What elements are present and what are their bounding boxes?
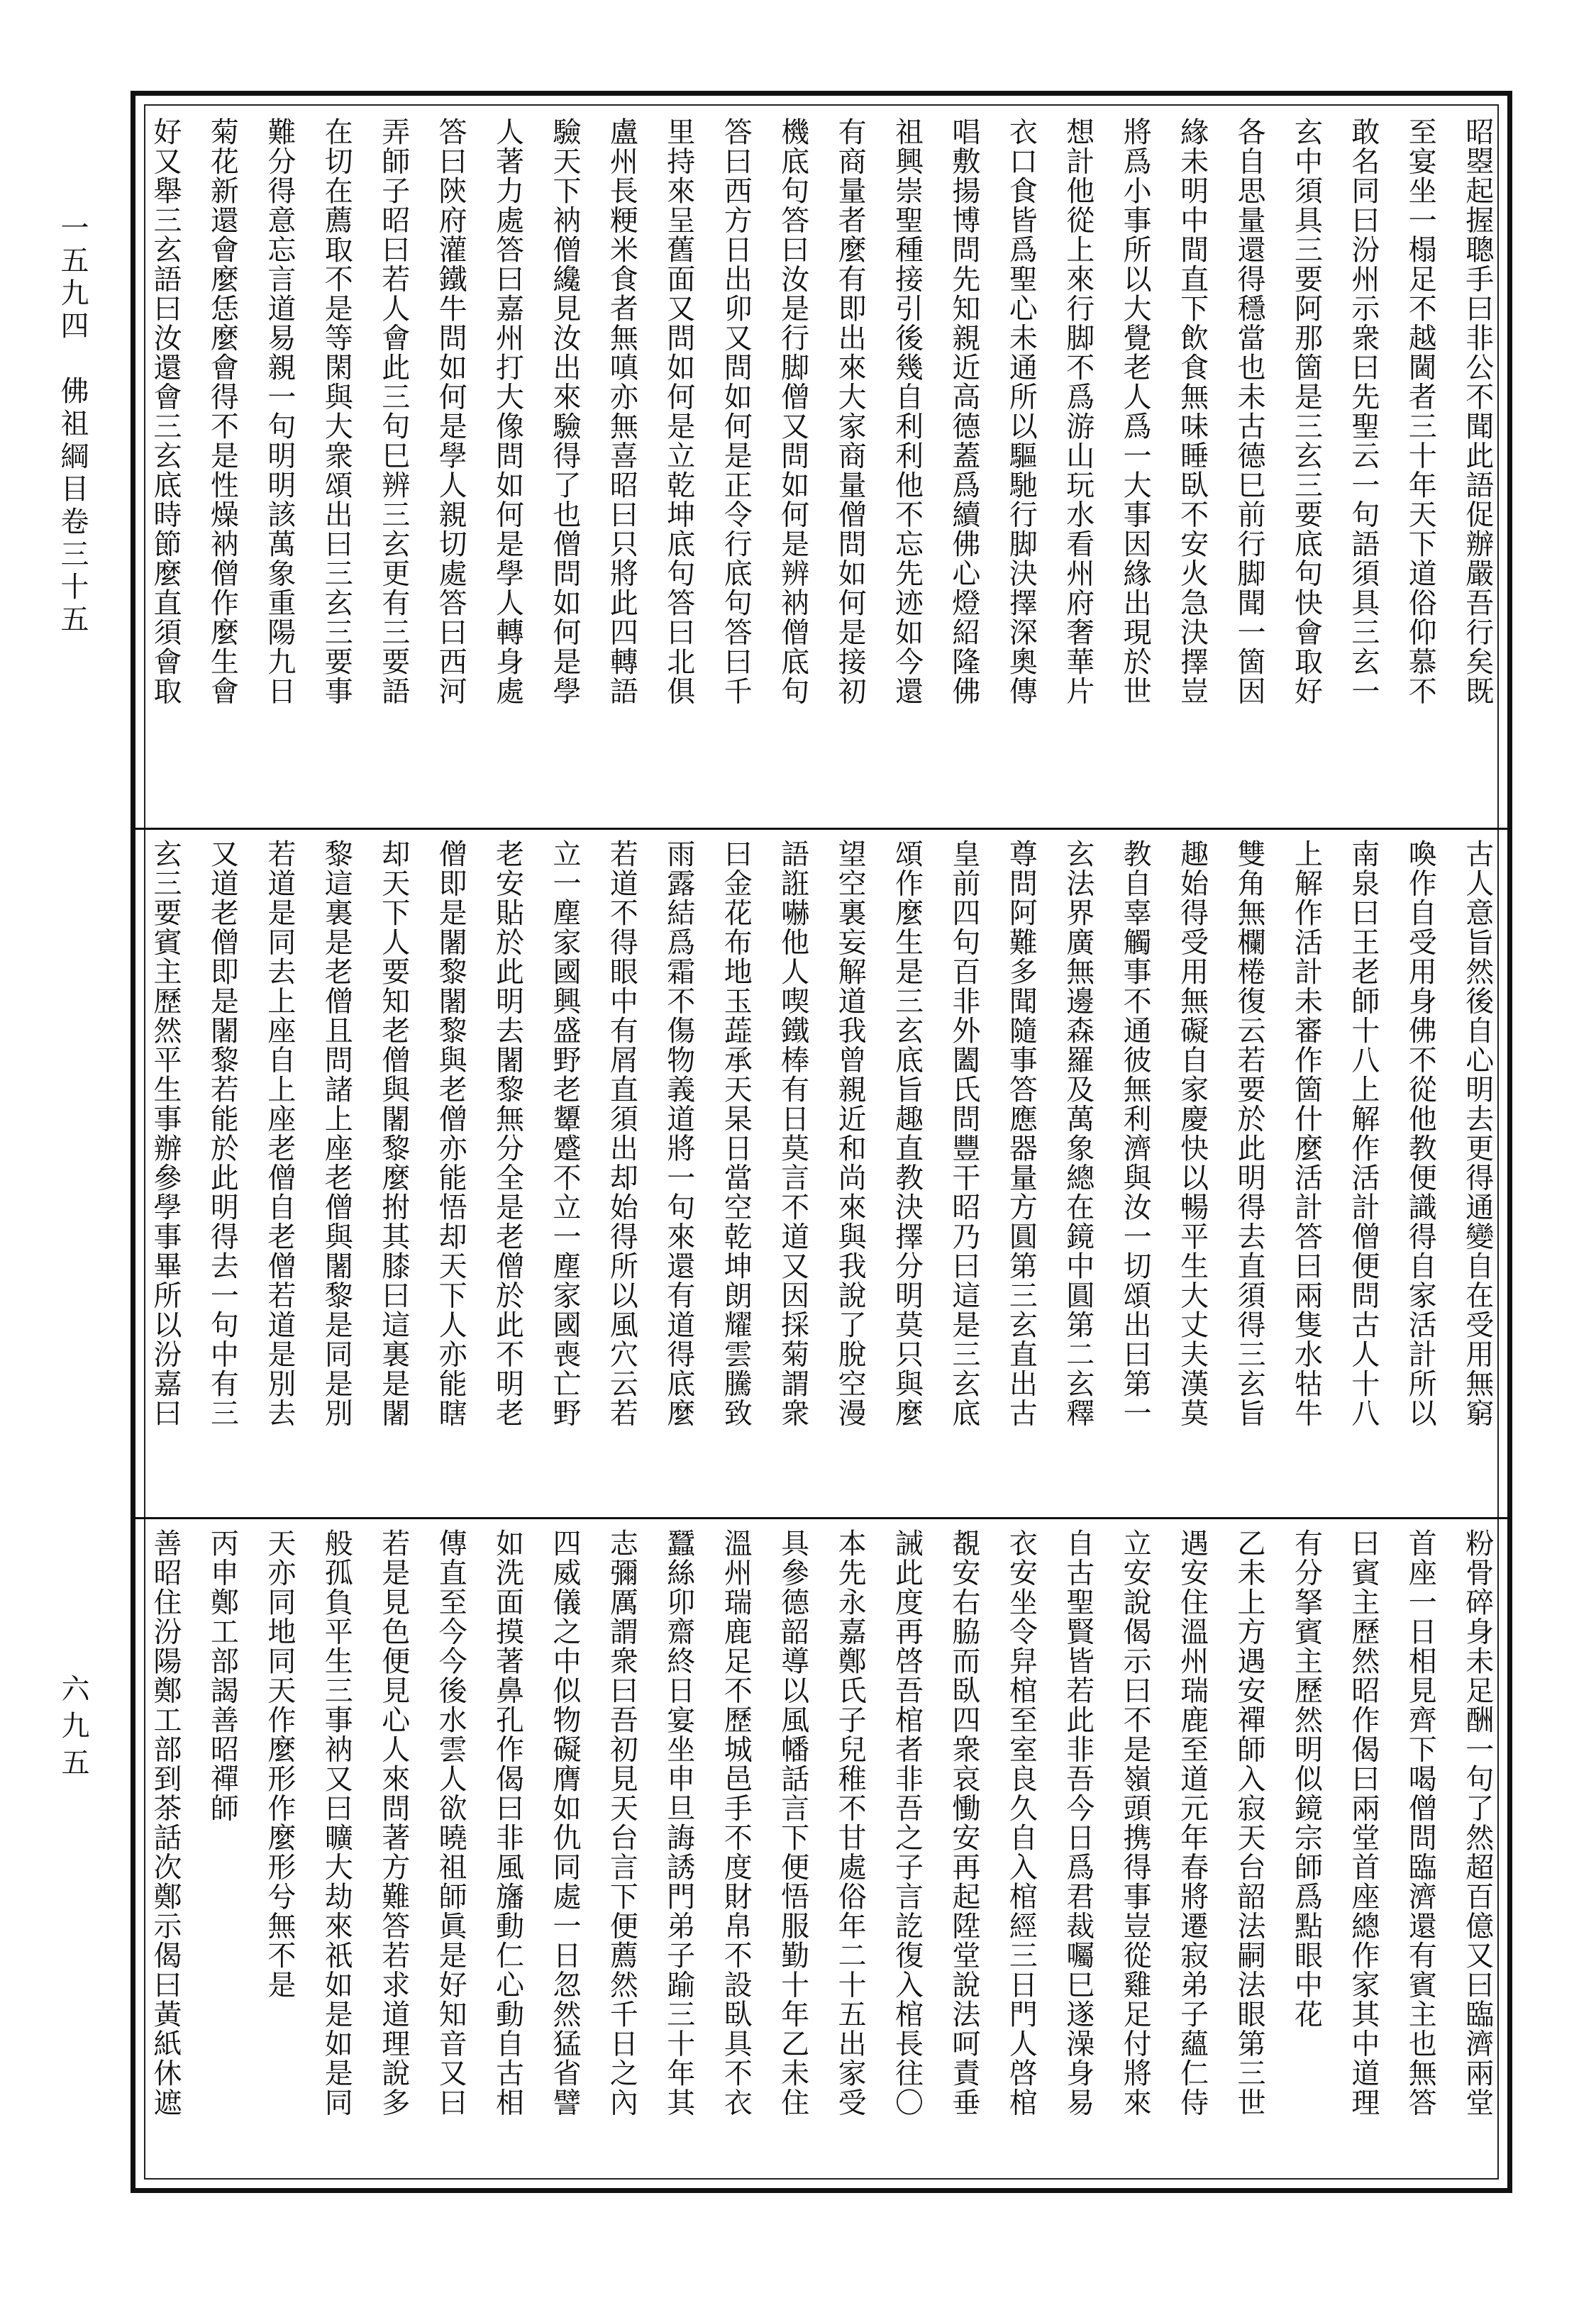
text-column: 志彌厲謂衆曰吾初見天台言下便薦然千日之內 — [605, 1528, 638, 2117]
text-column: 首座一日相見齊下喝僧問臨濟還有賓主也無答 — [1404, 1528, 1437, 2117]
text-column: 弄師子昭曰若人會此三句巳辨三玄更有三要語 — [377, 117, 410, 706]
text-column: 般孤負平生三事衲又曰曠大劫來祇如是如是同 — [320, 1528, 353, 2117]
text-column: 具參德韶導以風幡話言下便悟服勤十年乙未住 — [776, 1528, 809, 2117]
text-column: 乙未上方遇安禪師入寂天台韶法嗣法眼第三世 — [1233, 1528, 1266, 2117]
text-column: 將爲小事所以大覺老人爲一大事因緣出現於世 — [1119, 117, 1152, 706]
text-column: 若道不得眼中有屑直須出却始得所以風穴云若 — [605, 839, 638, 1428]
text-column: 望空裏妄解道我曾親近和尚來與我說了脫空漫 — [833, 839, 867, 1428]
text-column: 答曰陝府灌鐵牛問如何是學人親切處答曰西河 — [434, 117, 467, 706]
text-column: 衣口食皆爲聖心未通所以驅馳行脚決擇深奧傳 — [1004, 117, 1038, 706]
text-column: 頌作麼生是三玄底旨趣直教決擇分明莫只與麼 — [890, 839, 924, 1428]
text-column: 傳直至今今後水雲人欲曉祖師眞是好知音又曰 — [434, 1528, 467, 2117]
text-column: 盧州長粳米食者無嗔亦無喜昭曰只將此四轉語 — [605, 117, 638, 706]
text-column: 在切在薦取不是等閑與大衆頌出曰三玄三要事 — [320, 117, 353, 706]
text-column: 僧即是闍黎闍黎與老僧亦能悟却天下人亦能瞎 — [434, 839, 467, 1428]
text-column: 蠶絲卯齋終日宴坐申旦誨誘門弟子踰三十年其 — [662, 1528, 695, 2117]
text-column: 曰賓主歷然昭作偈曰兩堂首座總作家其中道理 — [1346, 1528, 1380, 2117]
text-column: 立安說偈示曰不是嶺頭携得事豈從雞足付將來 — [1119, 1528, 1152, 2117]
text-column: 好又舉三玄語曰汝還會三玄底時節麼直須會取 — [149, 117, 182, 706]
text-column: 上解作活計未審作箇什麼活計答曰兩隻水牯牛 — [1290, 839, 1323, 1428]
text-column: 立一塵家國興盛野老顰蹙不立一塵家國喪亡野 — [548, 839, 581, 1428]
text-column: 昭曌起握聰手曰非公不聞此語促辦嚴吾行矣既 — [1461, 117, 1494, 706]
text-column: 各自思量還得穩當也未古德巳前行脚聞一箇因 — [1233, 117, 1266, 706]
text-column: 趣始得受用無礙自家慶快以暢平生大丈夫漢莫 — [1175, 839, 1209, 1428]
text-column: 覩安右脇而臥四衆哀慟安再起陞堂說法呵責垂 — [947, 1528, 980, 2117]
text-section-lower — [147, 1528, 1496, 2175]
text-column: 尊問阿難多聞隨事答應器量方圓第三玄直出古 — [1004, 839, 1038, 1428]
text-column: 驗天下衲僧纔見汝出來驗得了也僧問如何是學 — [548, 117, 581, 706]
text-column: 語誑嚇他人喫鐵棒有日莫言不道又因採菊謂衆 — [776, 839, 809, 1428]
text-column: 皇前四句百非外闔氏問豐干昭乃曰這是三玄底 — [947, 839, 980, 1428]
text-column: 四威儀之中似物礙膺如仇同處一日忽然猛省譬 — [548, 1528, 581, 2117]
text-column: 至宴坐一榻足不越閫者三十年天下道俗仰慕不 — [1404, 117, 1437, 706]
text-column: 有分拏賓主歷然明似鏡宗師爲點眼中花 — [1290, 1528, 1323, 2029]
text-column: 雙角無欄棬復云若要於此明得去直須得三玄旨 — [1233, 839, 1266, 1428]
text-section-middle — [147, 839, 1496, 1506]
text-column: 唱敷揚博問先知親近高德蓋爲續佛心燈紹隆佛 — [947, 117, 980, 706]
text-column: 人著力處答曰嘉州打大像問如何是學人轉身處 — [491, 117, 524, 706]
section-divider — [135, 1517, 1507, 1519]
text-column: 若是見色便見心人來問著方難答若求道理說多 — [377, 1528, 410, 2117]
text-column: 南泉曰王老師十八上解作活計僧便問古人十八 — [1346, 839, 1380, 1428]
text-column: 曰金花布地玉蕋承天杲日當空乾坤朗耀雲騰致 — [719, 839, 753, 1428]
text-column: 玄中須具三要阿那箇是三玄三要底句快會取好 — [1290, 117, 1323, 706]
text-column: 自古聖賢皆若此非吾今日爲君裁囑巳遂澡身易 — [1061, 1528, 1095, 2117]
text-column: 溫州瑞鹿足不歷城邑手不度財帛不設臥具不衣 — [719, 1528, 753, 2117]
text-column: 遇安住溫州瑞鹿至道元年春將遷寂弟子蘊仁侍 — [1175, 1528, 1209, 2117]
text-column: 衣安坐令舁棺至室良久自入棺經三日門人啓棺 — [1004, 1528, 1038, 2117]
page-frame — [131, 91, 1512, 2193]
text-column: 有商量者麼有即出來大家商量僧問如何是接初 — [833, 117, 867, 706]
running-title: 一五九四 佛祖綱目卷三十五 — [56, 213, 89, 637]
text-column: 善昭住汾陽鄭工部到茶話次鄭示偈曰黃紙休遮 — [149, 1528, 182, 2117]
text-column: 黎這裏是老僧且問諸上座老僧與闍黎是同是別 — [320, 839, 353, 1428]
text-column: 想計他從上來行脚不爲游山玩水看州府奢華片 — [1061, 117, 1095, 706]
text-column: 菊花新還會麼恁麼會得不是性燥衲僧作麼生會 — [206, 117, 239, 706]
section-divider — [135, 828, 1507, 830]
text-column: 却天下人要知老僧與闍黎麼拊其膝曰這裏是闍 — [377, 839, 410, 1428]
text-column: 玄法界廣無邊森羅及萬象總在鏡中圓第二玄釋 — [1061, 839, 1095, 1428]
text-column: 玄三要賓主歷然平生事辦參學事畢所以汾嘉曰 — [149, 839, 182, 1428]
text-column: 答曰西方日出卯又問如何是正令行底句答曰千 — [719, 117, 753, 706]
text-column: 敢名同曰汾州示衆曰先聖云一句語須具三玄一 — [1346, 117, 1380, 706]
page-number: 六九五 — [57, 1674, 89, 1784]
text-column: 雨露結爲霜不傷物義道將一句來還有道得底麼 — [662, 839, 695, 1428]
text-column: 若道是同去上座自上座老僧自老僧若道是別去 — [262, 839, 296, 1428]
text-column: 喚作自受用身佛不從他教便識得自家活計所以 — [1404, 839, 1437, 1428]
text-section-upper — [147, 117, 1496, 816]
text-column: 如洗面摸著鼻孔作偈曰非風旛動仁心動自古相 — [491, 1528, 524, 2117]
text-column: 教自辜觸事不通彼無利濟與汝一切頌出曰第一 — [1119, 839, 1152, 1428]
text-column: 里持來呈舊面又問如何是立乾坤底句答曰北俱 — [662, 117, 695, 706]
text-column: 古人意旨然後自心明去更得通變自在受用無窮 — [1461, 839, 1494, 1428]
text-column: 難分得意忘言道易親一句明明該萬象重陽九日 — [262, 117, 296, 706]
text-column: 粉骨碎身未足酬一句了然超百億又曰臨濟兩堂 — [1461, 1528, 1494, 2117]
text-column: 又道老僧即是闍黎若能於此明得去一句中有三 — [206, 839, 239, 1428]
text-column: 本先永嘉鄭氏子兒稚不甘處俗年二十五出家受 — [833, 1528, 867, 2117]
text-column: 天亦同地同天作麼形作麼形兮無不是 — [262, 1528, 296, 1999]
text-column: 祖興崇聖種接引後幾自利利他不忘先迹如今還 — [890, 117, 924, 706]
text-column: 丙申鄭工部謁善昭禪師 — [206, 1528, 239, 1823]
text-column: 誡此度再啓吾棺者非吾之子言訖復入棺長往〇 — [890, 1528, 924, 2117]
text-column: 老安貼於此明去闍黎無分全是老僧於此不明老 — [491, 839, 524, 1428]
text-column: 機底句答曰汝是行脚僧又問如何是辨衲僧底句 — [776, 117, 809, 706]
text-column: 緣未明中間直下飲食無味睡臥不安火急決擇豈 — [1175, 117, 1209, 706]
